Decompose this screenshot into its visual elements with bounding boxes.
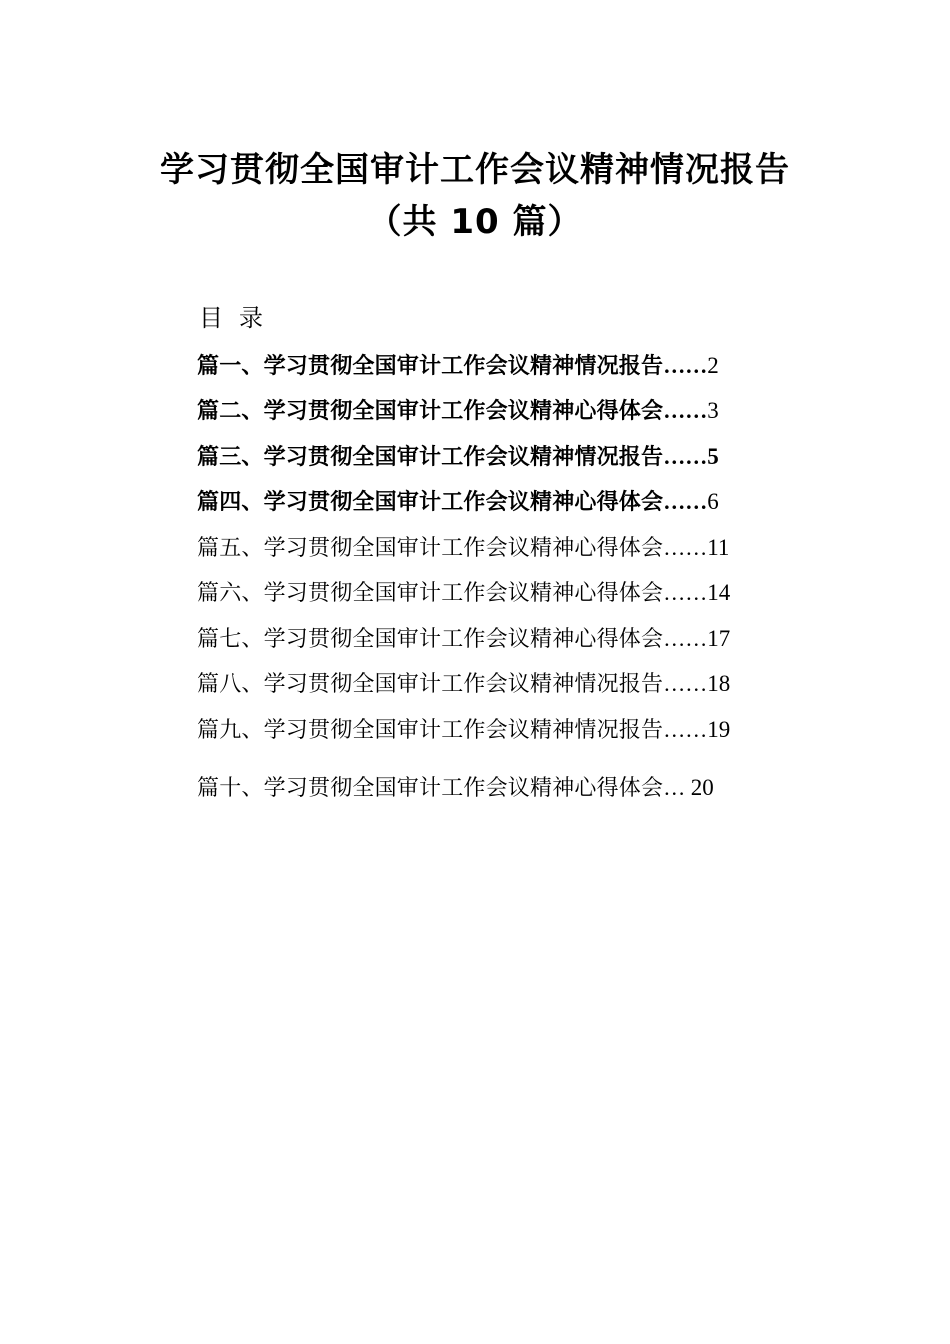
toc-entry-3[interactable]	[197, 441, 719, 473]
toc-entry-leader: ……	[663, 717, 708, 742]
document-subtitle: （共 10 篇）	[367, 202, 583, 242]
toc-entry-1[interactable]	[197, 350, 719, 382]
toc-entry-4[interactable]	[197, 486, 719, 518]
toc-entry-8[interactable]	[197, 668, 730, 700]
toc-entry-title: 篇十、学习贯彻全国审计工作会议精神心得体会	[197, 776, 664, 801]
toc-entry-2[interactable]	[197, 395, 719, 427]
toc-entry-9[interactable]	[197, 714, 730, 746]
toc-entry-title: 篇七、学习贯彻全国审计工作会议精神心得体会	[197, 627, 664, 652]
toc-entry-7[interactable]	[197, 623, 730, 655]
toc-entry-leader: ……	[663, 489, 708, 514]
toc-entry-5[interactable]	[197, 532, 729, 564]
toc-entry-leader: ……	[663, 398, 708, 423]
toc-entry-leader: ……	[663, 626, 708, 651]
toc-entry-title: 篇三、学习贯彻全国审计工作会议精神情况报告	[197, 445, 664, 470]
toc-entry-page: 18	[707, 671, 731, 696]
toc-entry-page: 20	[690, 775, 714, 800]
toc-entry-page: 5	[707, 444, 719, 469]
toc-entry-page: 17	[707, 626, 731, 651]
toc-entry-page: 14	[707, 580, 731, 605]
toc-entry-title: 篇九、学习贯彻全国审计工作会议精神情况报告	[197, 718, 664, 743]
toc-entry-leader: ……	[663, 671, 708, 696]
toc-entry-page: 19	[707, 717, 731, 742]
toc-entry-title: 篇六、学习贯彻全国审计工作会议精神心得体会	[197, 581, 664, 606]
toc-entry-title: 篇一、学习贯彻全国审计工作会议精神情况报告	[197, 354, 664, 379]
toc-entry-page: 3	[707, 398, 719, 423]
toc-entry-page: 2	[707, 353, 719, 378]
document-title: 学习贯彻全国审计工作会议精神情况报告	[160, 150, 790, 190]
toc-entry-leader: ……	[663, 580, 708, 605]
toc-heading: 目录	[199, 304, 279, 332]
toc-entry-title: 篇八、学习贯彻全国审计工作会议精神情况报告	[197, 672, 664, 697]
toc-entry-leader: …	[663, 775, 691, 800]
toc-entry-leader: ……	[663, 535, 708, 560]
toc-entry-title: 篇五、学习贯彻全国审计工作会议精神心得体会	[197, 536, 664, 561]
toc-entry-page: 6	[707, 489, 719, 514]
toc-entry-10[interactable]	[197, 772, 714, 804]
toc-entry-page: 11	[707, 535, 730, 560]
toc-entry-leader: ……	[663, 353, 708, 378]
toc-entry-6[interactable]	[197, 577, 730, 609]
toc-entry-leader: ……	[663, 444, 708, 469]
toc-entry-title: 篇四、学习贯彻全国审计工作会议精神心得体会	[197, 490, 664, 515]
toc-entry-title: 篇二、学习贯彻全国审计工作会议精神心得体会	[197, 399, 664, 424]
